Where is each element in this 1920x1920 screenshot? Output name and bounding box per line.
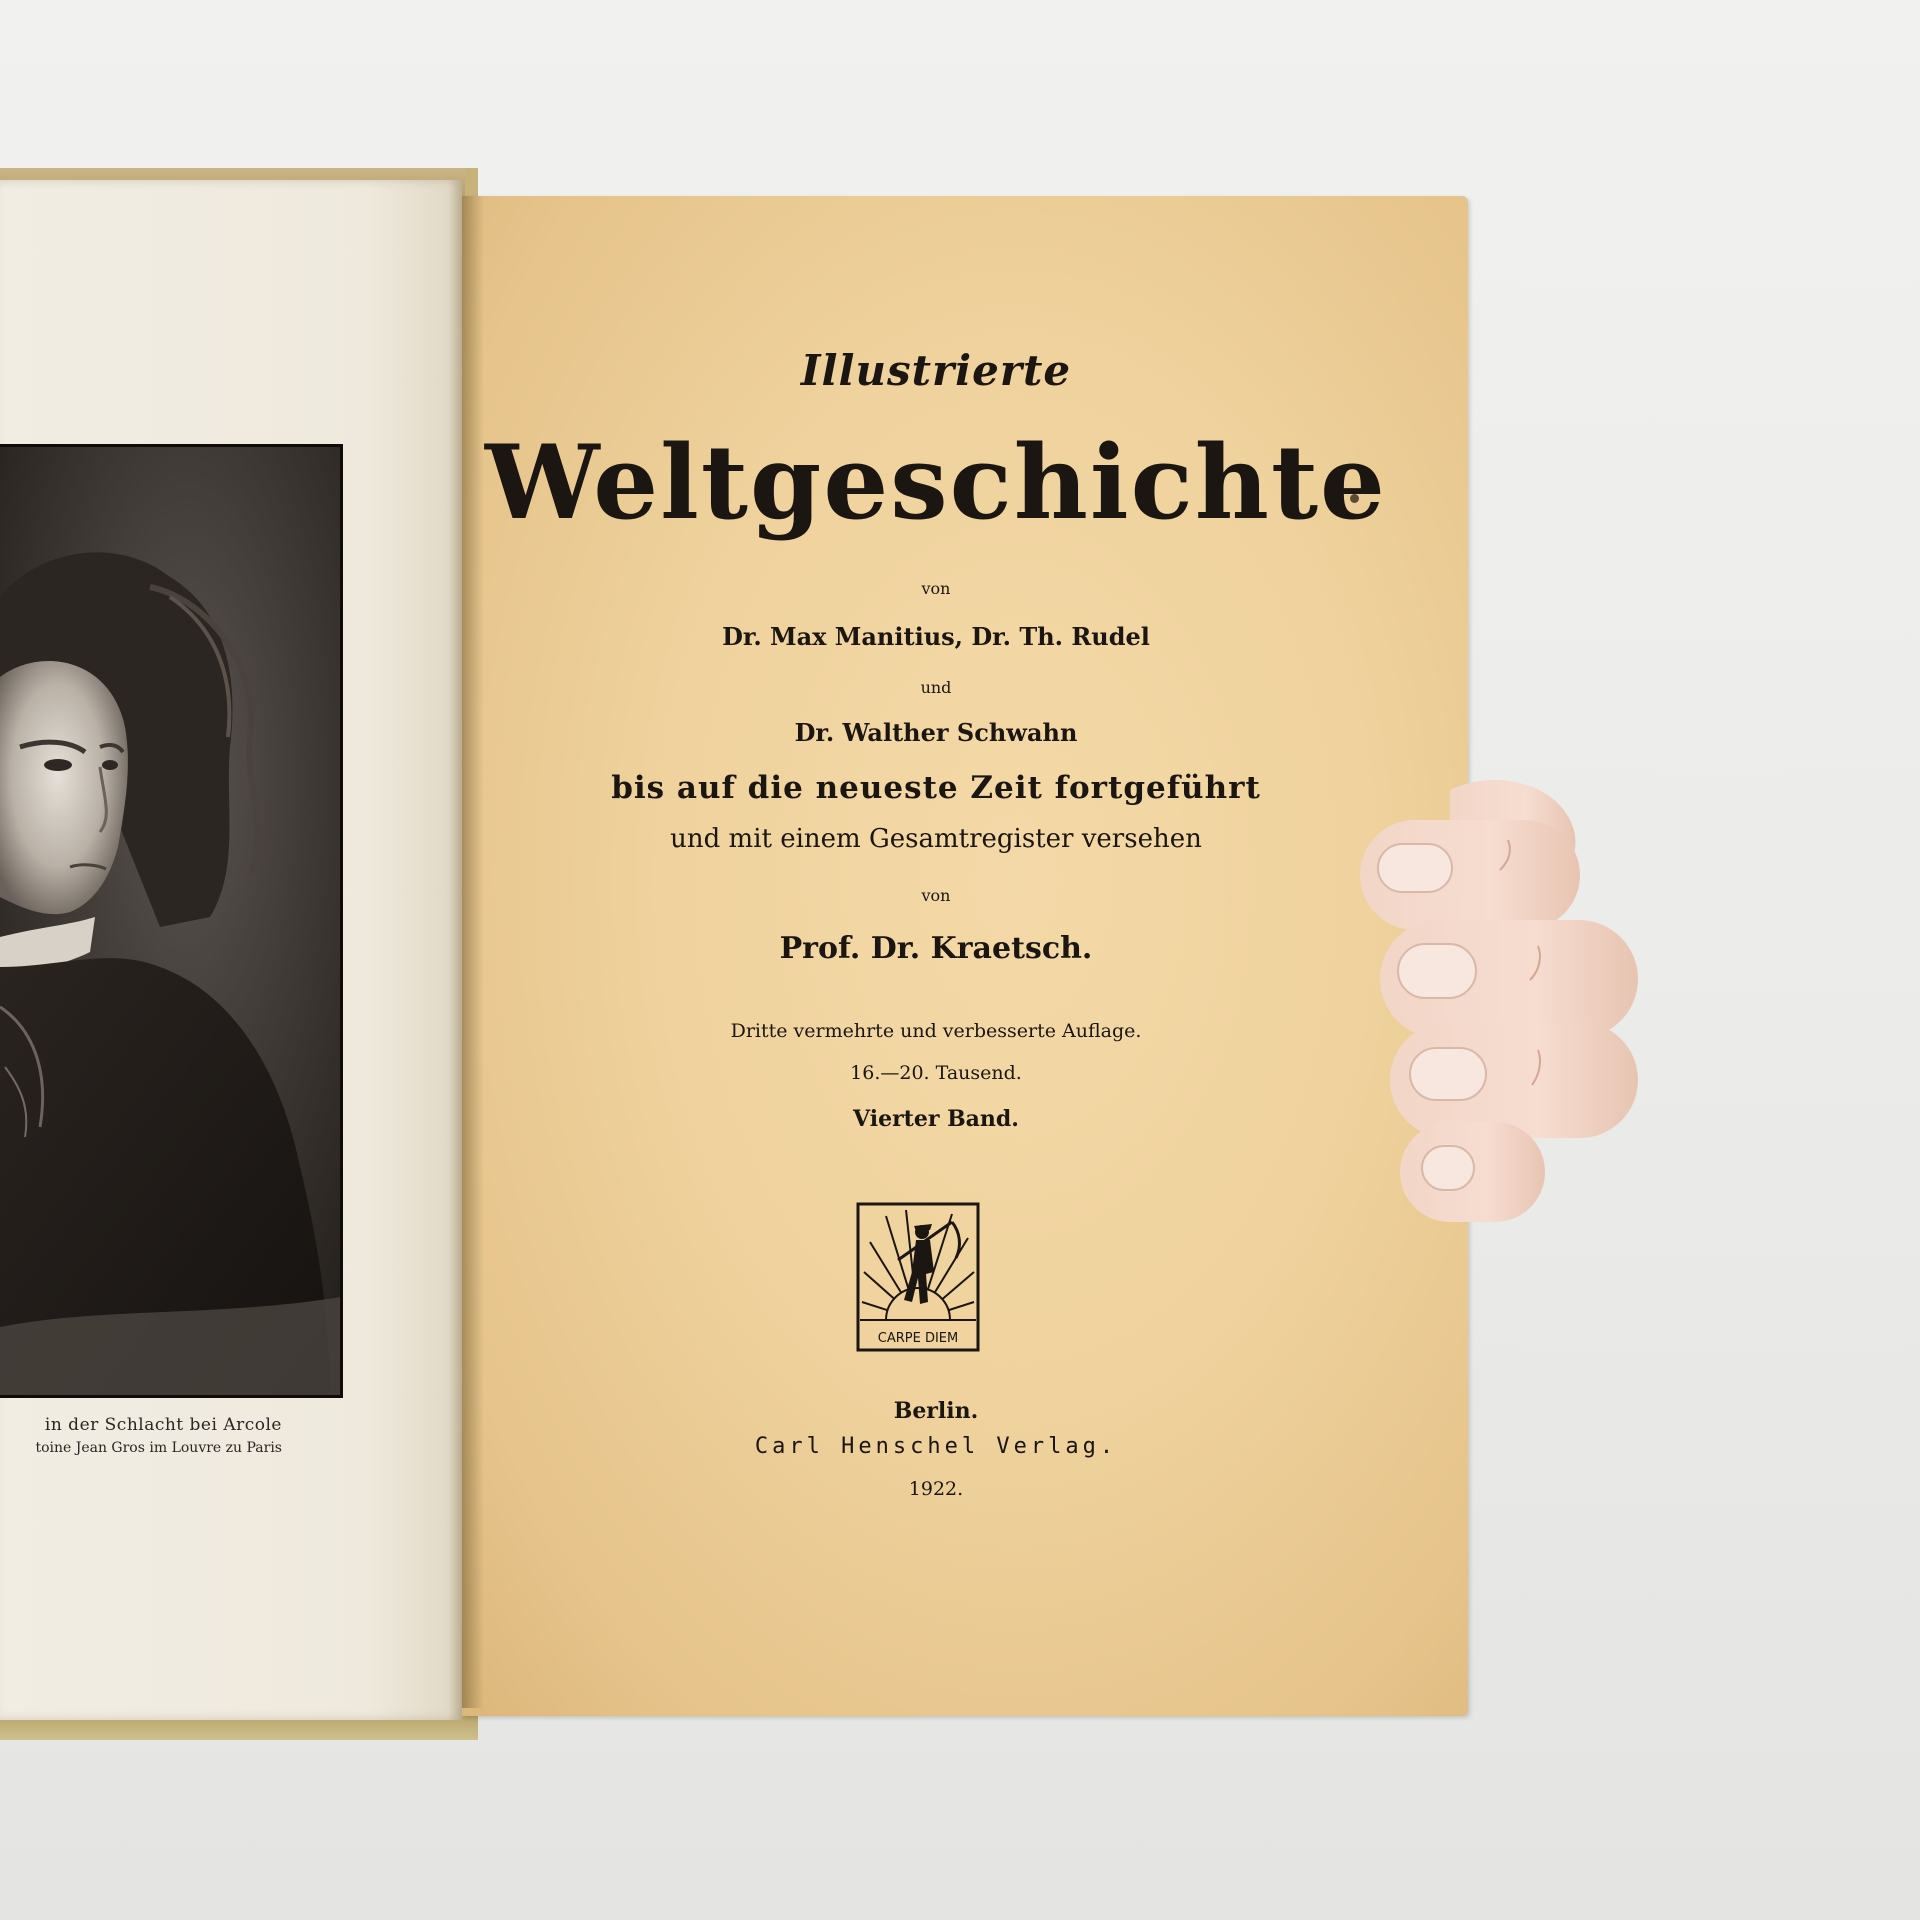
publisher-line: Carl Henschel Verlag. (754, 1434, 1118, 1459)
year-line: 1922. (908, 1478, 964, 1500)
editor-line: Prof. Dr. Kraetsch. (779, 931, 1093, 966)
portrait-image (0, 447, 340, 1395)
print-run-line: 16.—20. Tausend. (850, 1062, 1022, 1084)
von-label-1: von (921, 579, 951, 598)
title-line-2: Weltgeschichte (485, 423, 1387, 543)
caption-line-2: toine Jean Gros im Louvre zu Paris (35, 1440, 282, 1456)
logo-text: CARPE DIEM (877, 1331, 959, 1346)
caption-line-1: in der Schlacht bei Arcole (44, 1415, 282, 1435)
edition-line: Dritte vermehrte und verbesserte Auflage. (730, 1020, 1142, 1042)
city-line: Berlin. (893, 1398, 979, 1424)
volume-line: Vierter Band. (853, 1106, 1019, 1132)
authors-line-1: Dr. Max Manitius, Dr. Th. Rudel (722, 622, 1150, 651)
hand (1340, 760, 1660, 1230)
title-line-1: Illustrierte (800, 346, 1072, 395)
von-label-2: von (921, 886, 951, 905)
frontispiece-portrait (0, 444, 343, 1398)
frontispiece-caption (0, 1415, 282, 1456)
register-line: und mit einem Gesamtregister versehen (670, 824, 1202, 854)
carpe-diem-logo (856, 1202, 980, 1352)
und-label: und (920, 678, 952, 697)
authors-line-2: Dr. Walther Schwahn (794, 718, 1078, 747)
continuation-line: bis auf die neueste Zeit fortgeführt (611, 770, 1261, 806)
